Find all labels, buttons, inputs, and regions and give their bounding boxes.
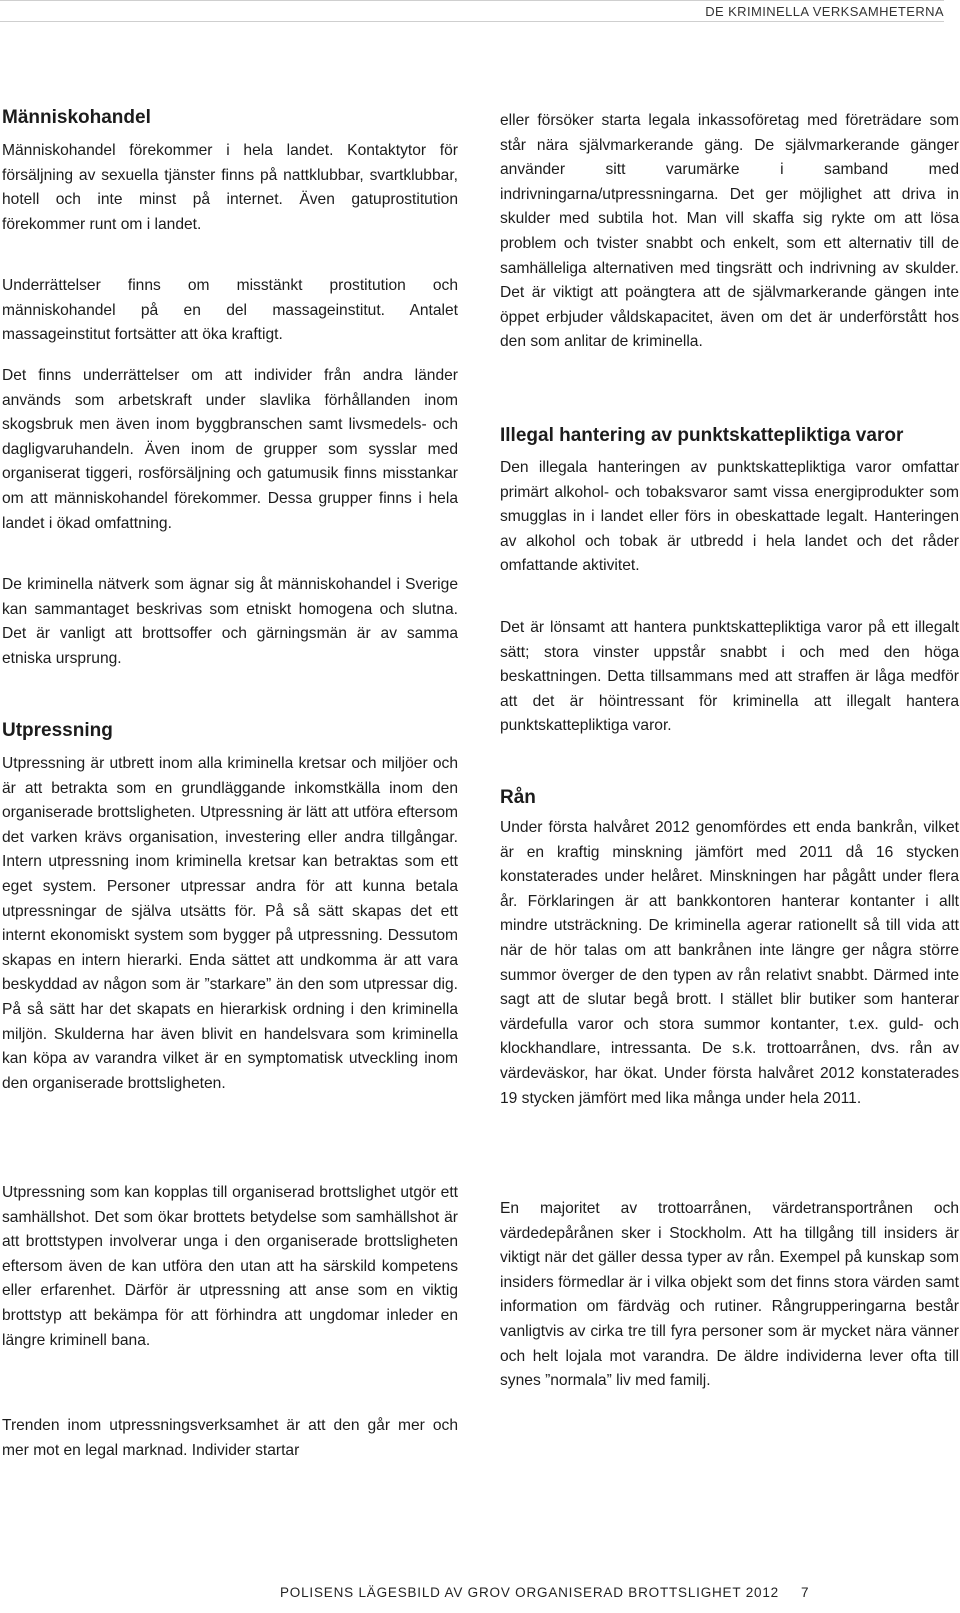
paragraph: Det är lönsamt att hantera punktskattepliktiga varor på ett illegalt sätt; stora vinster uppstår snabbt i och med den höga beskattningen. Detta tillsammans med att straffen är låga medför att det är höintressant för kriminella att illegalt hantera punktskattepliktiga varor. xyxy=(500,619,959,735)
paragraph: De kriminella nätverk som ägnar sig åt människohandel i Sverige kan sammantaget beskrivas som etniskt homogena och slutna. Det är vanligt att brottsoffer och gärningsmän är av samma etniska ursprung. xyxy=(2,576,458,667)
publication-title: POLISENS LÄGESBILD AV GROV ORGANISERAD BROTTSLIGHET 2012 xyxy=(280,1585,779,1600)
paragraph: Människohandel förekommer i hela landet. Kontaktytor för försäljning av sexuella tjänster finns på nattklubbar, svartklubbar, hotell och inte minst på internet. Även gatuprostitution förekommer runt om i landet. xyxy=(2,142,458,233)
paragraph: Trenden inom utpressningsverksamhet är att den går mer och mer mot en legal marknad. Individer startar xyxy=(2,1417,458,1459)
paragraph: Den illegala hanteringen av punktskattepliktiga varor omfattar primärt alkohol- och tobaksvaror samt vissa energiprodukter som smugglas in i landet eller förs in obeskattade legalt. Hanteringen av alkohol och tobak är utbredd i hela landet och det råder omfattande aktivitet. xyxy=(500,459,959,575)
running-head xyxy=(0,0,944,22)
page-footer xyxy=(280,1585,809,1600)
paragraph: eller försöker starta legala inkassoföretag med företrädare som står nära självmarkerande gäng. De självmarkerande gänger använder sitt varumärke i samband med indrivningarna/utpressningarna. Det ger möjlighet att driva in skulder med subtila hot. Man vill skaffa sig rykte om att lösa problem och tvister snabbt och enkelt, som ett alternativ till de samhälleliga alternativen med tingsrätt och indrivning av skulder. Det är viktigt att poängtera att de självmarkerande gängen inte öppet erbjuder våldskapacitet, även om det är underförstått hos den som anlitar de kriminella. xyxy=(500,112,959,351)
paragraph: Det finns underrättelser om att individer från andra länder används som arbetskraft under slavlika förhållanden inom skogsbruk men även inom byggbranschen samt livsmedels- och dagligvaruhandeln. Även inom de grupper som sysslar med organiserat tiggeri, rosförsäljning och gatumusik finns misstankar om att människohandel förekommer. Dessa grupper finns i hela landet i ökad omfattning. xyxy=(2,367,458,532)
running-head-text: DE KRIMINELLA VERKSAMHETERNA xyxy=(705,3,944,19)
paragraph: Utpressning som kan kopplas till organiserad brottslighet utgör ett samhällshot. Det som ökar brottets betydelse som samhällshot är att brottstypen involverar unga i den organiserade brottsligheten eftersom även de kan utföra den utan att ha särskild kompetens eller erfarenhet. Därför är utpressning att anse som en viktig brottstyp att bekämpa för att förhindra att ungdomar inleder en längre kriminell bana. xyxy=(2,1184,458,1349)
paragraph: Under första halvåret 2012 genomfördes ett enda bankrån, vilket är en kraftig minskning jämfört med 2011 då 16 stycken konstaterades under helåret. Minskningen har pågått under flera år. Förklaringen är att bankkontoren hanterar kontanter i allt mindre utsträckning. De kriminella agerar rationellt så till vida att när de hör talas om att bankrånen inte längre ger några större summor överger de den typen av rån relativt snabbt. Därmed inte sagt att de slutar begå brott. I stället blir butiker som hanterar värdefulla varor och stora summor kontanter, t.ex. guld- och klockhandlare, intressanta. De s.k. trottoarrånen, dvs. rån av värdeväskor, har ökat. Under första halvåret 2012 konstaterades 19 stycken jämfört med lika många under hela 2011. xyxy=(500,819,959,1107)
heading-manniskohandel: Människohandel xyxy=(2,107,151,128)
page-number: 7 xyxy=(800,1585,810,1600)
heading-ran: Rån xyxy=(500,787,536,808)
paragraph: Utpressning är utbrett inom alla kriminella kretsar och miljöer och är att betrakta som en grundläggande inkomstkälla inom den organiserade brottsligheten. Utpressning är lätt att utföra eftersom det varken krävs organisation, investering eller andra tillgångar. Intern utpressning inom kriminella kretsar kan betraktas som ett eget system. Personer utpressar andra för att kunna betala utpressningar de själva utsätts för. På så sätt skapas det ett internt ekonomiskt system som bygger på utpressning. Dessutom skapas en intern hierarki. Enda sättet att undkomma är att vara beskyddad av någon som är ”starkare” än den som utpressar dig. På så sätt har det skapats en hierarkisk ordning i den kriminella miljön. Skulderna har även blivit en handelsvara som kriminella kan köpa av varandra vilket är en symptomatisk utveckling inom den organiserade brottsligheten. xyxy=(2,755,458,1092)
heading-illegal-hantering: Illegal hantering av punktskattepliktiga varor xyxy=(500,425,904,446)
paragraph: En majoritet av trottoarrånen, värdetransportrånen och värdedepårånen sker i Stockholm. Att ha tillgång till insiders är viktigt när det gäller dessa typer av rån. Exempel på kunskap som insiders förmedlar är i vilka objekt som det finns stora värden samt information om färdväg och rutiner. Rångrupperingarna består vanligtvis av cirka tre till fyra personer som är mycket nära vänner och helt lojala mot varandra. De äldre individerna lever ofta till synes ”normala” liv med familj. xyxy=(500,1200,959,1390)
paragraph: Underrättelser finns om misstänkt prostitution och människohandel på en del massageinstitut. Antalet massageinstitut fortsätter att öka kraftigt. xyxy=(2,277,458,344)
heading-utpressning: Utpressning xyxy=(2,720,113,741)
